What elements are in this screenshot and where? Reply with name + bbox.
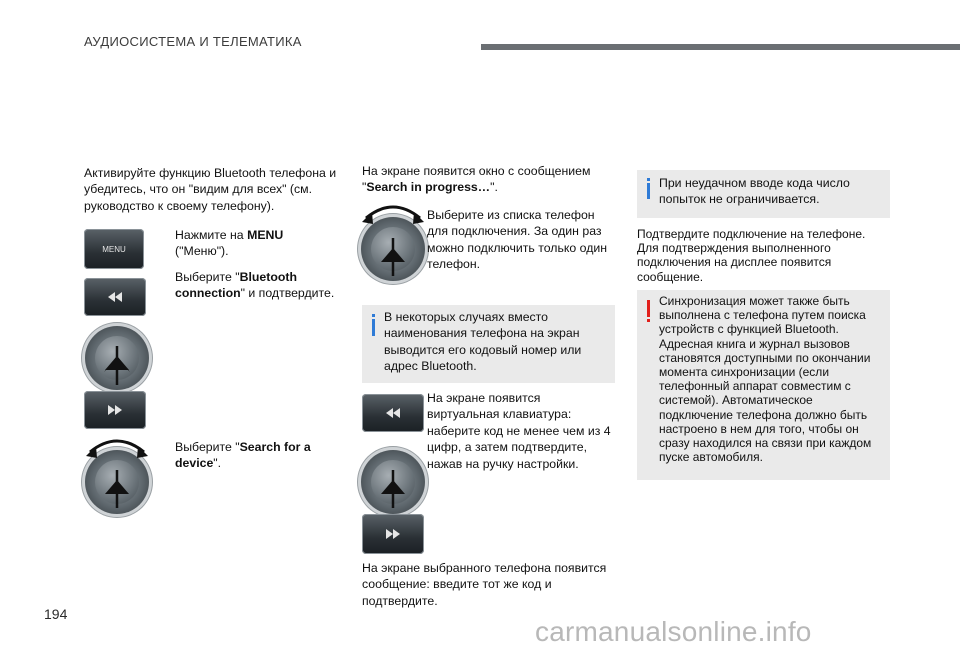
step3-bold: Search for a device [175, 440, 311, 471]
next-key-icon [362, 514, 424, 554]
sync-warning-text: Синхронизация может также быть выполнена с телефона путем поиска устройств с функцией Bluetooth. Адресная книга и журнал вызовов становятся доступными по окончании момента синхронизации (если телефонный аппарат совместим с системой). Автоматическое подключение телефона должно быть настроено в нем для того, чтобы он сразу находился на связи при каждом пуске автомобиля. [659, 294, 872, 465]
search-post: ". [490, 180, 498, 195]
info-note-text: В некоторых случаях вместо наименования телефона на экран выводится его кодовый номер или адрес Bluetooth. [384, 310, 582, 374]
keyboard-text: На экране появится виртуальная клавиатура: наберите код не менее чем из 4 цифр, а затем подтвердите, нажав на ручку настройки. [427, 391, 611, 471]
code-attempts-note: При неудачном вводе кода число попыток не ограничивается. [659, 176, 850, 207]
step3-post: ". [213, 456, 222, 471]
selected-phone-text: На экране выбранного телефона появится сообщение: введите тот же код и подтвердите. [362, 561, 607, 608]
step1-pre: Нажмите на [175, 228, 248, 242]
step2-bold: Bluetooth connection [175, 270, 297, 301]
info-icon [647, 178, 650, 181]
watermark: carmanualsonline.info [535, 616, 812, 647]
search-bold: Search in progress… [366, 180, 491, 195]
confirm-text: Подтвердите подключение на телефоне. Для подтверждения выполненного подключения на дисплее появится сообщение. [637, 227, 866, 284]
warning-icon [647, 300, 650, 317]
select-phone-text: Выберите из списка телефон для подключения. За один раз можно подключить только один телефон. [427, 208, 608, 272]
warning-note-box [637, 290, 890, 480]
step1-bold: MENU [247, 228, 284, 242]
intro-text: Активируйте функцию Bluetooth телефона и убедитесь, что он "видим для всех" (см. руководство к своему телефону). [84, 166, 337, 213]
page-number: 194 [44, 606, 68, 622]
step1-post: ("Меню"). [175, 244, 229, 259]
step3-pre: Выберите " [175, 440, 240, 454]
forward-icon [386, 529, 400, 539]
section-title: АУДИОСИСТЕМА И ТЕЛЕМАТИКА [84, 34, 302, 49]
step2-pre: Выберите " [175, 270, 240, 284]
step2-post: " и подтвердите. [240, 286, 335, 301]
info-note-box-2 [637, 170, 890, 218]
menu-key-label: MENU [102, 244, 126, 254]
search-pre: На экране появится окно с сообщением " [362, 164, 591, 195]
